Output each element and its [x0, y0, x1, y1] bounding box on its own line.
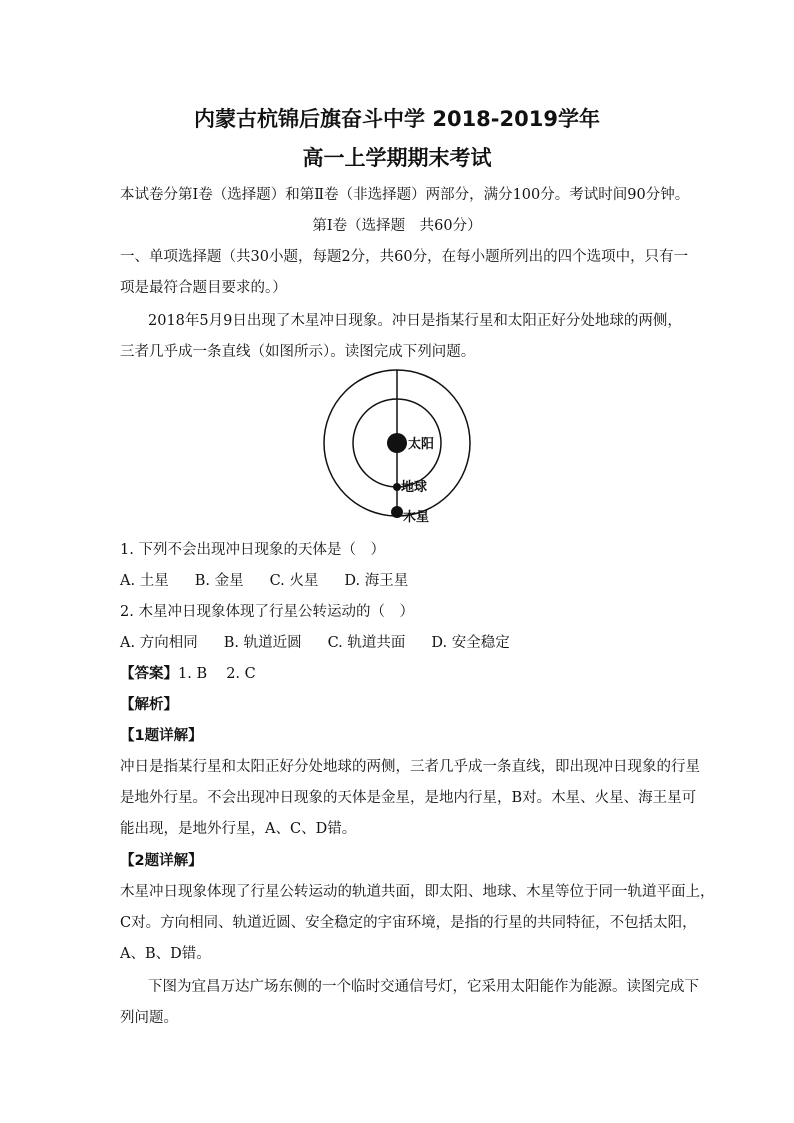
question-2: 2. 木星冲日现象体现了行星公转运动的（ ） [120, 604, 414, 620]
option: A. 土星 [120, 573, 169, 589]
q1-analysis-line: 能出现，是地外行星，A、C、D错。 [120, 821, 357, 837]
q2-analysis-heading: 【2题详解】 [120, 853, 203, 869]
earth-label: 地球 [401, 480, 428, 495]
answer-label: 【答案】 [120, 666, 178, 682]
question-1: 1. 下列不会出现冲日现象的天体是（ ） [120, 542, 385, 558]
section-heading: 一、单项选择题（共30小题，每题2分，共60分，在每小题所列出的四个选项中，只有一 [120, 249, 689, 265]
q1-analysis-line: 是地外行星。不会出现冲日现象的天体是金星，是地内行星，B对。木星、火星、海王星可 [120, 790, 697, 806]
passage2-line2: 列问题。 [120, 1010, 178, 1026]
answer-text: 1. B 2. C [178, 666, 256, 682]
analysis-heading: 【解析】 [120, 697, 178, 713]
opposition-diagram [0, 360, 794, 530]
option: B. 金星 [194, 573, 244, 589]
option: B. 轨道近圆 [223, 635, 302, 651]
option: C. 轨道共面 [327, 635, 406, 651]
q2-analysis-line: A、B、D错。 [120, 946, 211, 962]
part1-title: 第Ⅰ卷（选择题 共60分） [312, 218, 482, 234]
question-2-options [120, 633, 680, 653]
exam-title: 内蒙古杭锦后旗奋斗中学 2018-2019学年 [194, 107, 600, 131]
q1-analysis-line: 冲日是指某行星和太阳正好分处地球的两侧，三者几乎成一条直线，即出现冲日现象的行星 [120, 759, 700, 775]
q1-analysis-heading: 【1题详解】 [120, 728, 203, 744]
sun-label: 太阳 [408, 437, 435, 452]
answer-line [120, 664, 680, 684]
passage1-line1: 2018年5月9日出现了木星冲日现象。冲日是指某行星和太阳正好分处地球的两侧， [148, 313, 682, 329]
passage1-line2: 三者几乎成一条直线（如图所示）。读图完成下列问题。 [120, 344, 476, 360]
q2-analysis-line: 木星冲日现象体现了行星公转运动的轨道共面，即太阳、地球、木星等位于同一轨道平面上， [120, 884, 715, 900]
option: D. 安全稳定 [431, 635, 510, 651]
sun-icon [387, 433, 407, 453]
option: A. 方向相同 [120, 635, 198, 651]
section-heading-cont: 项是最符合题目要求的。） [120, 280, 287, 296]
option: D. 海王星 [344, 573, 409, 589]
earth-icon [393, 483, 401, 491]
question-1-options [120, 571, 680, 591]
jupiter-icon [391, 506, 403, 518]
q2-analysis-line: C对。方向相同、轨道近圆、安全稳定的宇宙环境，是指的行星的共同特征，不包括太阳， [120, 915, 697, 931]
option: C. 火星 [269, 573, 319, 589]
jupiter-label: 木星 [403, 510, 430, 525]
passage2-line1: 下图为宜昌万达广场东侧的一个临时交通信号灯，它采用太阳能作为能源。读图完成下 [148, 979, 699, 995]
exam-subtitle: 高一上学期期末考试 [302, 146, 492, 170]
exam-note: 本试卷分第Ⅰ卷（选择题）和第Ⅱ卷（非选择题）两部分，满分100分。考试时间90分钟。 [120, 187, 690, 203]
